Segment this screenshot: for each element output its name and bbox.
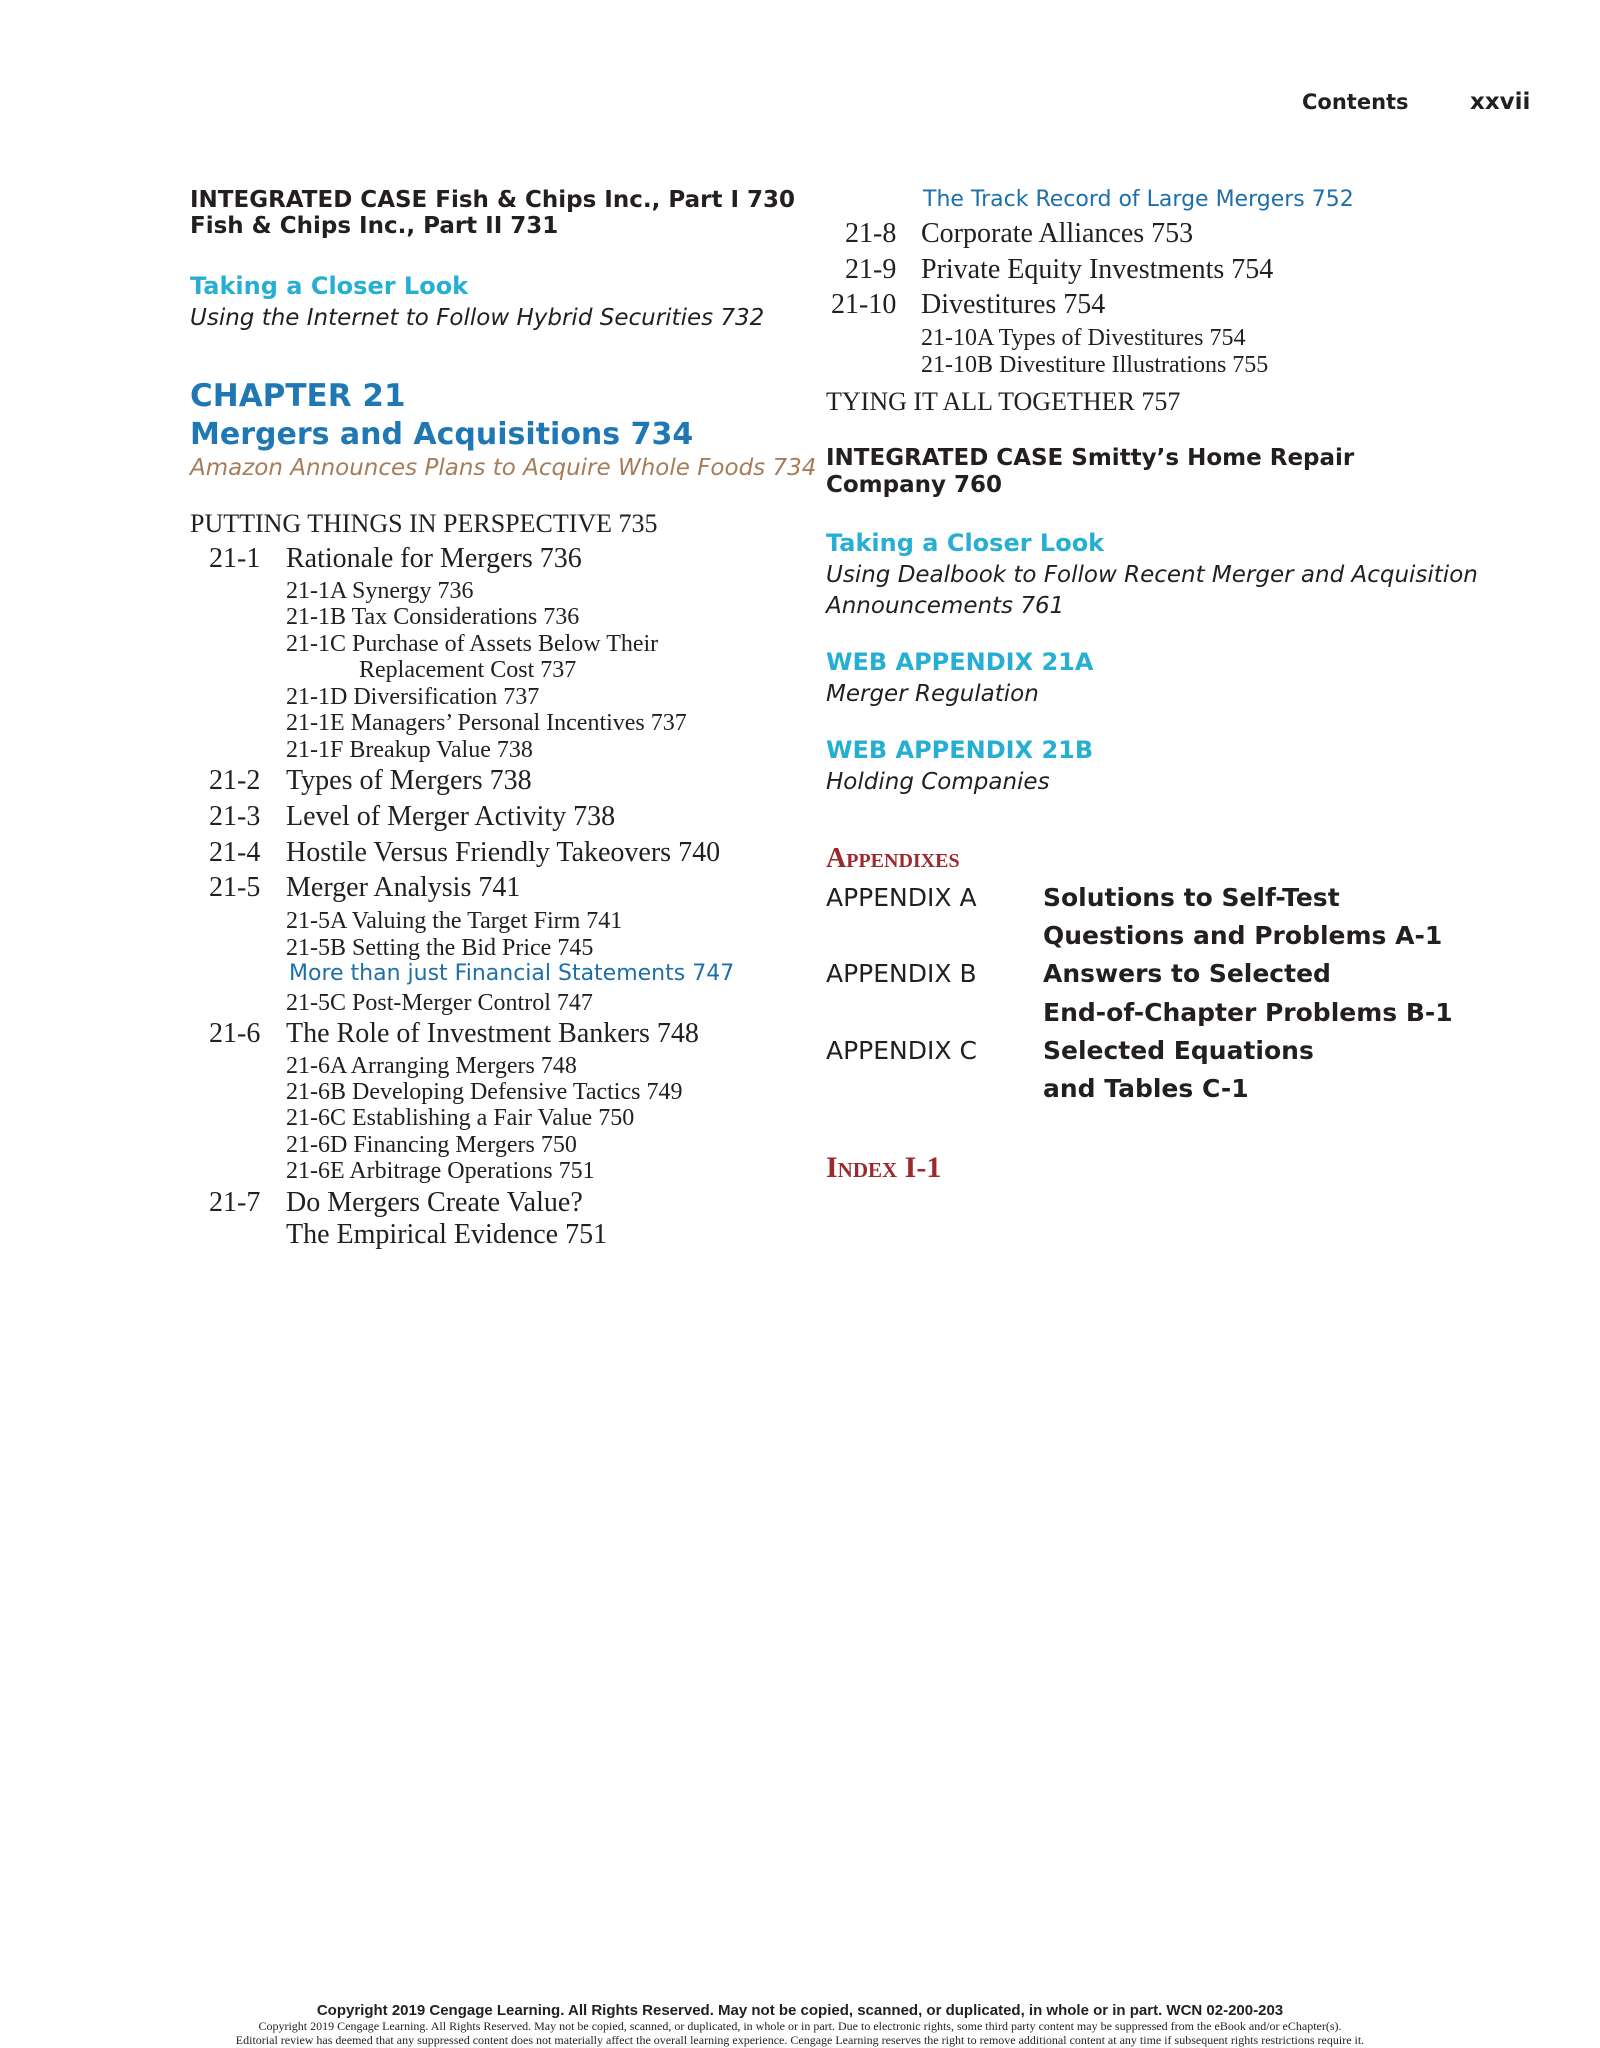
section-number: 21-1 (209, 543, 261, 574)
section-number: 21-6 (209, 1018, 261, 1049)
header-section: Contents (1302, 90, 1409, 114)
copyright-notice-2: Editorial review has deemed that any suppressed content does not materially affect the overall learning experience. Cengage Learning reserves the right to remove additional content at any time if subsequent rights restrictions require it. (235, 2033, 1365, 2047)
closer-look-title-cont: Announcements 761 (826, 593, 1065, 619)
subsection: 21-10B Divestiture Illustrations 755 (921, 352, 1269, 378)
closer-look-title: Using the Internet to Follow Hybrid Securities 732 (190, 305, 765, 331)
integrated-case: INTEGRATED CASE Smitty’s Home Repair (826, 445, 1355, 471)
feature-box: More than just Financial Statements 747 (289, 961, 735, 986)
web-appendix-label: WEB APPENDIX 21B (826, 736, 1094, 764)
section-title-cont: The Empirical Evidence 751 (286, 1219, 608, 1250)
subsection: 21-1B Tax Considerations 736 (286, 604, 580, 630)
section-title: Corporate Alliances 753 (921, 218, 1194, 249)
subsection: 21-6A Arranging Mergers 748 (286, 1053, 577, 1079)
subsection: 21-5A Valuing the Target Firm 741 (286, 908, 623, 934)
subsection: 21-1F Breakup Value 738 (286, 737, 533, 763)
subsection: 21-6D Financing Mergers 750 (286, 1132, 577, 1158)
closer-look-label: Taking a Closer Look (190, 272, 469, 300)
appendix-label: APPENDIX A (826, 883, 977, 912)
appendix-label: APPENDIX B (826, 959, 977, 988)
section-number: 21-5 (209, 872, 261, 903)
subsection: 21-6E Arbitrage Operations 751 (286, 1158, 595, 1184)
section-title: Private Equity Investments 754 (921, 254, 1274, 285)
appendix-title-cont: Questions and Problems A-1 (1043, 921, 1443, 950)
closer-look-title: Using Dealbook to Follow Recent Merger and Acquisition (826, 562, 1478, 588)
web-appendix-label: WEB APPENDIX 21A (826, 648, 1094, 676)
chapter-opener: Amazon Announces Plans to Acquire Whole Foods 734 (190, 455, 817, 481)
closer-look-label: Taking a Closer Look (826, 529, 1105, 557)
integrated-case-part2: Fish & Chips Inc., Part II 731 (190, 213, 559, 239)
web-appendix-title: Merger Regulation (826, 681, 1039, 707)
integrated-case: INTEGRATED CASE Fish & Chips Inc., Part I 730 (190, 187, 796, 213)
subsection: 21-6C Establishing a Fair Value 750 (286, 1105, 635, 1131)
subsection: 21-1D Diversification 737 (286, 684, 540, 710)
section-tying: TYING IT ALL TOGETHER 757 (826, 387, 1181, 416)
section-title: Types of Mergers 738 (286, 765, 532, 796)
appendix-label: APPENDIX C (826, 1036, 977, 1065)
section-number: 21-3 (209, 801, 261, 832)
subsection: 21-10A Types of Divestitures 754 (921, 325, 1246, 351)
subsection: 21-5C Post-Merger Control 747 (286, 990, 593, 1016)
subsection: 21-5B Setting the Bid Price 745 (286, 935, 594, 961)
subsection-cont: Replacement Cost 737 (359, 657, 577, 683)
subsection: 21-1E Managers’ Personal Incentives 737 (286, 710, 687, 736)
section-title: The Role of Investment Bankers 748 (286, 1018, 699, 1049)
section-title: Level of Merger Activity 738 (286, 801, 616, 832)
section-number: 21-10 (831, 289, 897, 320)
index-heading: Index I-1 (826, 1151, 942, 1184)
section-number: 21-2 (209, 765, 261, 796)
appendix-title: Answers to Selected (1043, 959, 1331, 988)
chapter-title: Mergers and Acquisitions 734 (190, 417, 694, 452)
feature-box: The Track Record of Large Mergers 752 (923, 187, 1354, 212)
appendix-title: Solutions to Self-Test (1043, 883, 1340, 912)
appendixes-heading: Appendixes (826, 843, 960, 874)
copyright-line: Copyright 2019 Cengage Learning. All Rights Reserved. May not be copied, scanned, or duplicated, in whole or in part. WCN 02-200-203 (316, 2002, 1284, 2019)
section-perspective: PUTTING THINGS IN PERSPECTIVE 735 (190, 509, 658, 538)
page-number: xxvii (1470, 89, 1531, 115)
section-number: 21-8 (845, 218, 897, 249)
section-number: 21-9 (845, 254, 897, 285)
appendix-title: Selected Equations (1043, 1036, 1314, 1065)
subsection: 21-1C Purchase of Assets Below Their (286, 631, 659, 657)
section-title: Rationale for Mergers 736 (286, 543, 582, 574)
chapter-label: CHAPTER 21 (190, 378, 406, 414)
section-title: Merger Analysis 741 (286, 872, 521, 903)
subsection: 21-1A Synergy 736 (286, 578, 474, 604)
section-title: Do Mergers Create Value? (286, 1187, 583, 1218)
integrated-case-cont: Company 760 (826, 472, 1003, 498)
copyright-notice: Copyright 2019 Cengage Learning. All Rights Reserved. May not be copied, scanned, or duplicated, in whole or in part. Due to electronic rights, some third party content may be suppressed from the eBook and/or eChapter(s). (258, 2019, 1342, 2033)
section-title: Divestitures 754 (921, 289, 1106, 320)
section-number: 21-4 (209, 837, 261, 868)
appendix-title-cont: and Tables C-1 (1043, 1074, 1249, 1103)
section-number: 21-7 (209, 1187, 261, 1218)
section-title: Hostile Versus Friendly Takeovers 740 (286, 837, 721, 868)
appendix-title-cont: End-of-Chapter Problems B-1 (1043, 998, 1453, 1027)
web-appendix-title: Holding Companies (826, 769, 1050, 795)
subsection: 21-6B Developing Defensive Tactics 749 (286, 1079, 683, 1105)
